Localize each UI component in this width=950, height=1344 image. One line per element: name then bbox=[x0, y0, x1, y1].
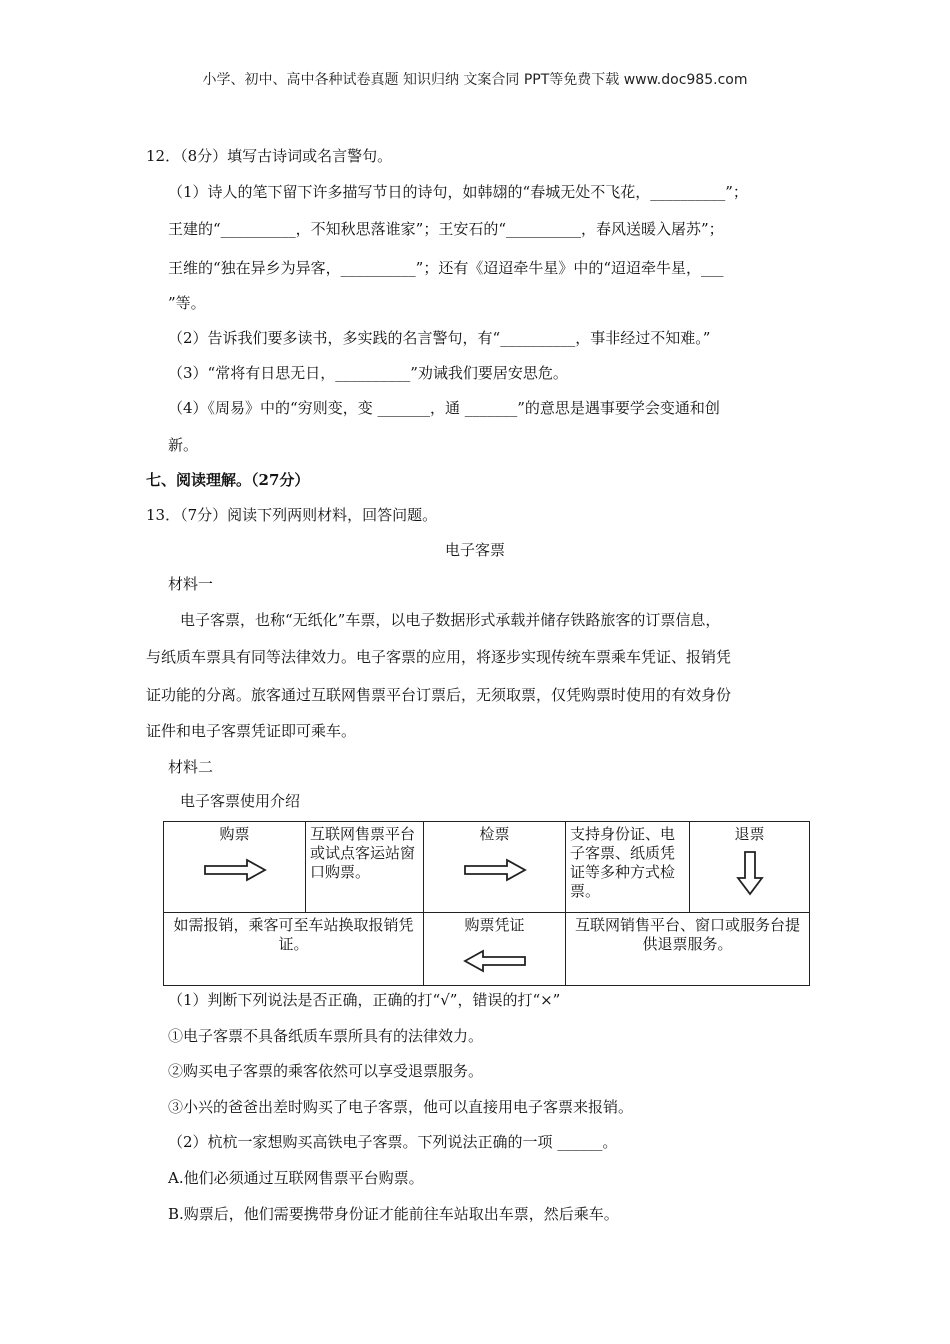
ticket-process-table bbox=[163, 821, 810, 986]
refund-label: 退票 bbox=[734, 825, 765, 843]
reimburse-cell bbox=[164, 913, 424, 986]
left-arrow-icon bbox=[463, 949, 527, 973]
refund-cell bbox=[690, 822, 810, 913]
sub2-title: （2）杭杭一家想购买高铁电子客票。下列说法正确的一项 ______。 bbox=[168, 1133, 618, 1151]
q12-part1-line4: ”等。 bbox=[168, 294, 206, 312]
voucher-label: 购票凭证 bbox=[464, 916, 525, 934]
buy-label: 购票 bbox=[219, 825, 250, 843]
sub2-option-a: A.他们必须通过互联网售票平台购票。 bbox=[168, 1169, 424, 1187]
sub1-item-1: ①电子客票不具备纸质车票所具有的法律效力。 bbox=[168, 1027, 484, 1045]
q12-part4-line1: （4）《周易》中的“穷则变，变 _______，通 _______”的意思是遇事要学会变通和创 bbox=[168, 399, 720, 417]
sub1-item-2: ②购买电子客票的乘客依然可以享受退票服务。 bbox=[168, 1062, 484, 1080]
check-cell bbox=[424, 822, 566, 913]
q12-part2: （2）告诉我们要多读书，多实践的名言警句，有“__________，事非经过不知难。” bbox=[168, 329, 711, 347]
q12-part4-line2: 新。 bbox=[168, 436, 199, 454]
material-heading: 电子客票 bbox=[444, 541, 505, 559]
material-2-label: 材料二 bbox=[168, 758, 214, 776]
q12-part1-line3: 王维的“独在异乡为异客，__________”；还有《迢迢牵牛星》中的“迢迢牵牛星，___ bbox=[168, 259, 724, 277]
material-1-label: 材料一 bbox=[168, 575, 214, 593]
down-arrow-icon bbox=[736, 850, 764, 896]
section-7-heading: 七、阅读理解。（27分） bbox=[146, 471, 310, 489]
material-2-intro: 电子客票使用介绍 bbox=[180, 792, 301, 810]
sub1-item-3: ③小兴的爸爸出差时购买了电子客票，他可以直接用电子客票来报销。 bbox=[168, 1098, 634, 1116]
material-1-line2: 与纸质车票具有同等法律效力。电子客票的应用，将逐步实现传统车票乘车凭证、报销凭 bbox=[146, 648, 732, 666]
buy-cell bbox=[164, 822, 306, 913]
sub1-title: （1）判断下列说法是否正确，正确的打“√”，错误的打“×” bbox=[168, 991, 561, 1009]
page-header: 小学、初中、高中各种试卷真题 知识归纳 文案合同 PPT等免费下载 www.doc985.com bbox=[202, 72, 748, 88]
q12-part1-line1: （1）诗人的笔下留下许多描写节日的诗句，如韩翃的“春城无处不飞花，__________”； bbox=[168, 183, 748, 201]
check-desc-cell bbox=[566, 822, 690, 913]
right-arrow-icon bbox=[203, 858, 267, 882]
buy-desc: 互联网售票平台或试点客运站窗口购票。 bbox=[310, 825, 416, 881]
voucher-cell bbox=[424, 913, 566, 986]
reimburse-desc: 如需报销，乘客可至车站换取报销凭证。 bbox=[173, 916, 414, 953]
material-1-line4: 证件和电子客票凭证即可乘车。 bbox=[146, 722, 357, 740]
refund-desc: 互联网销售平台、窗口或服务台提供退票服务。 bbox=[574, 916, 800, 953]
check-desc: 支持身份证、电子客票、纸质凭证等多种方式检票。 bbox=[570, 825, 676, 900]
question-13-title: 13．（7分）阅读下列两则材料，回答问题。 bbox=[146, 506, 438, 524]
buy-desc-cell bbox=[306, 822, 424, 913]
sub2-option-b: B.购票后，他们需要携带身份证才能前往车站取出车票，然后乘车。 bbox=[168, 1205, 619, 1223]
right-arrow-icon bbox=[463, 858, 527, 882]
material-1-line3: 证功能的分离。旅客通过互联网售票平台订票后，无须取票，仅凭购票时使用的有效身份 bbox=[146, 686, 732, 704]
refund-desc-cell bbox=[566, 913, 810, 986]
q12-part1-line2: 王建的“__________，不知秋思落谁家”；王安石的“__________，春风送暖入屠苏”； bbox=[168, 220, 724, 238]
check-label: 检票 bbox=[479, 825, 510, 843]
q12-part3: （3）“常将有日思无日，__________”劝诫我们要居安思危。 bbox=[168, 364, 568, 382]
question-12-title: 12．（8分）填写古诗词或名言警句。 bbox=[146, 147, 393, 165]
material-1-line1: 电子客票，也称“无纸化”车票，以电子数据形式承载并储存铁路旅客的订票信息， bbox=[180, 611, 721, 629]
